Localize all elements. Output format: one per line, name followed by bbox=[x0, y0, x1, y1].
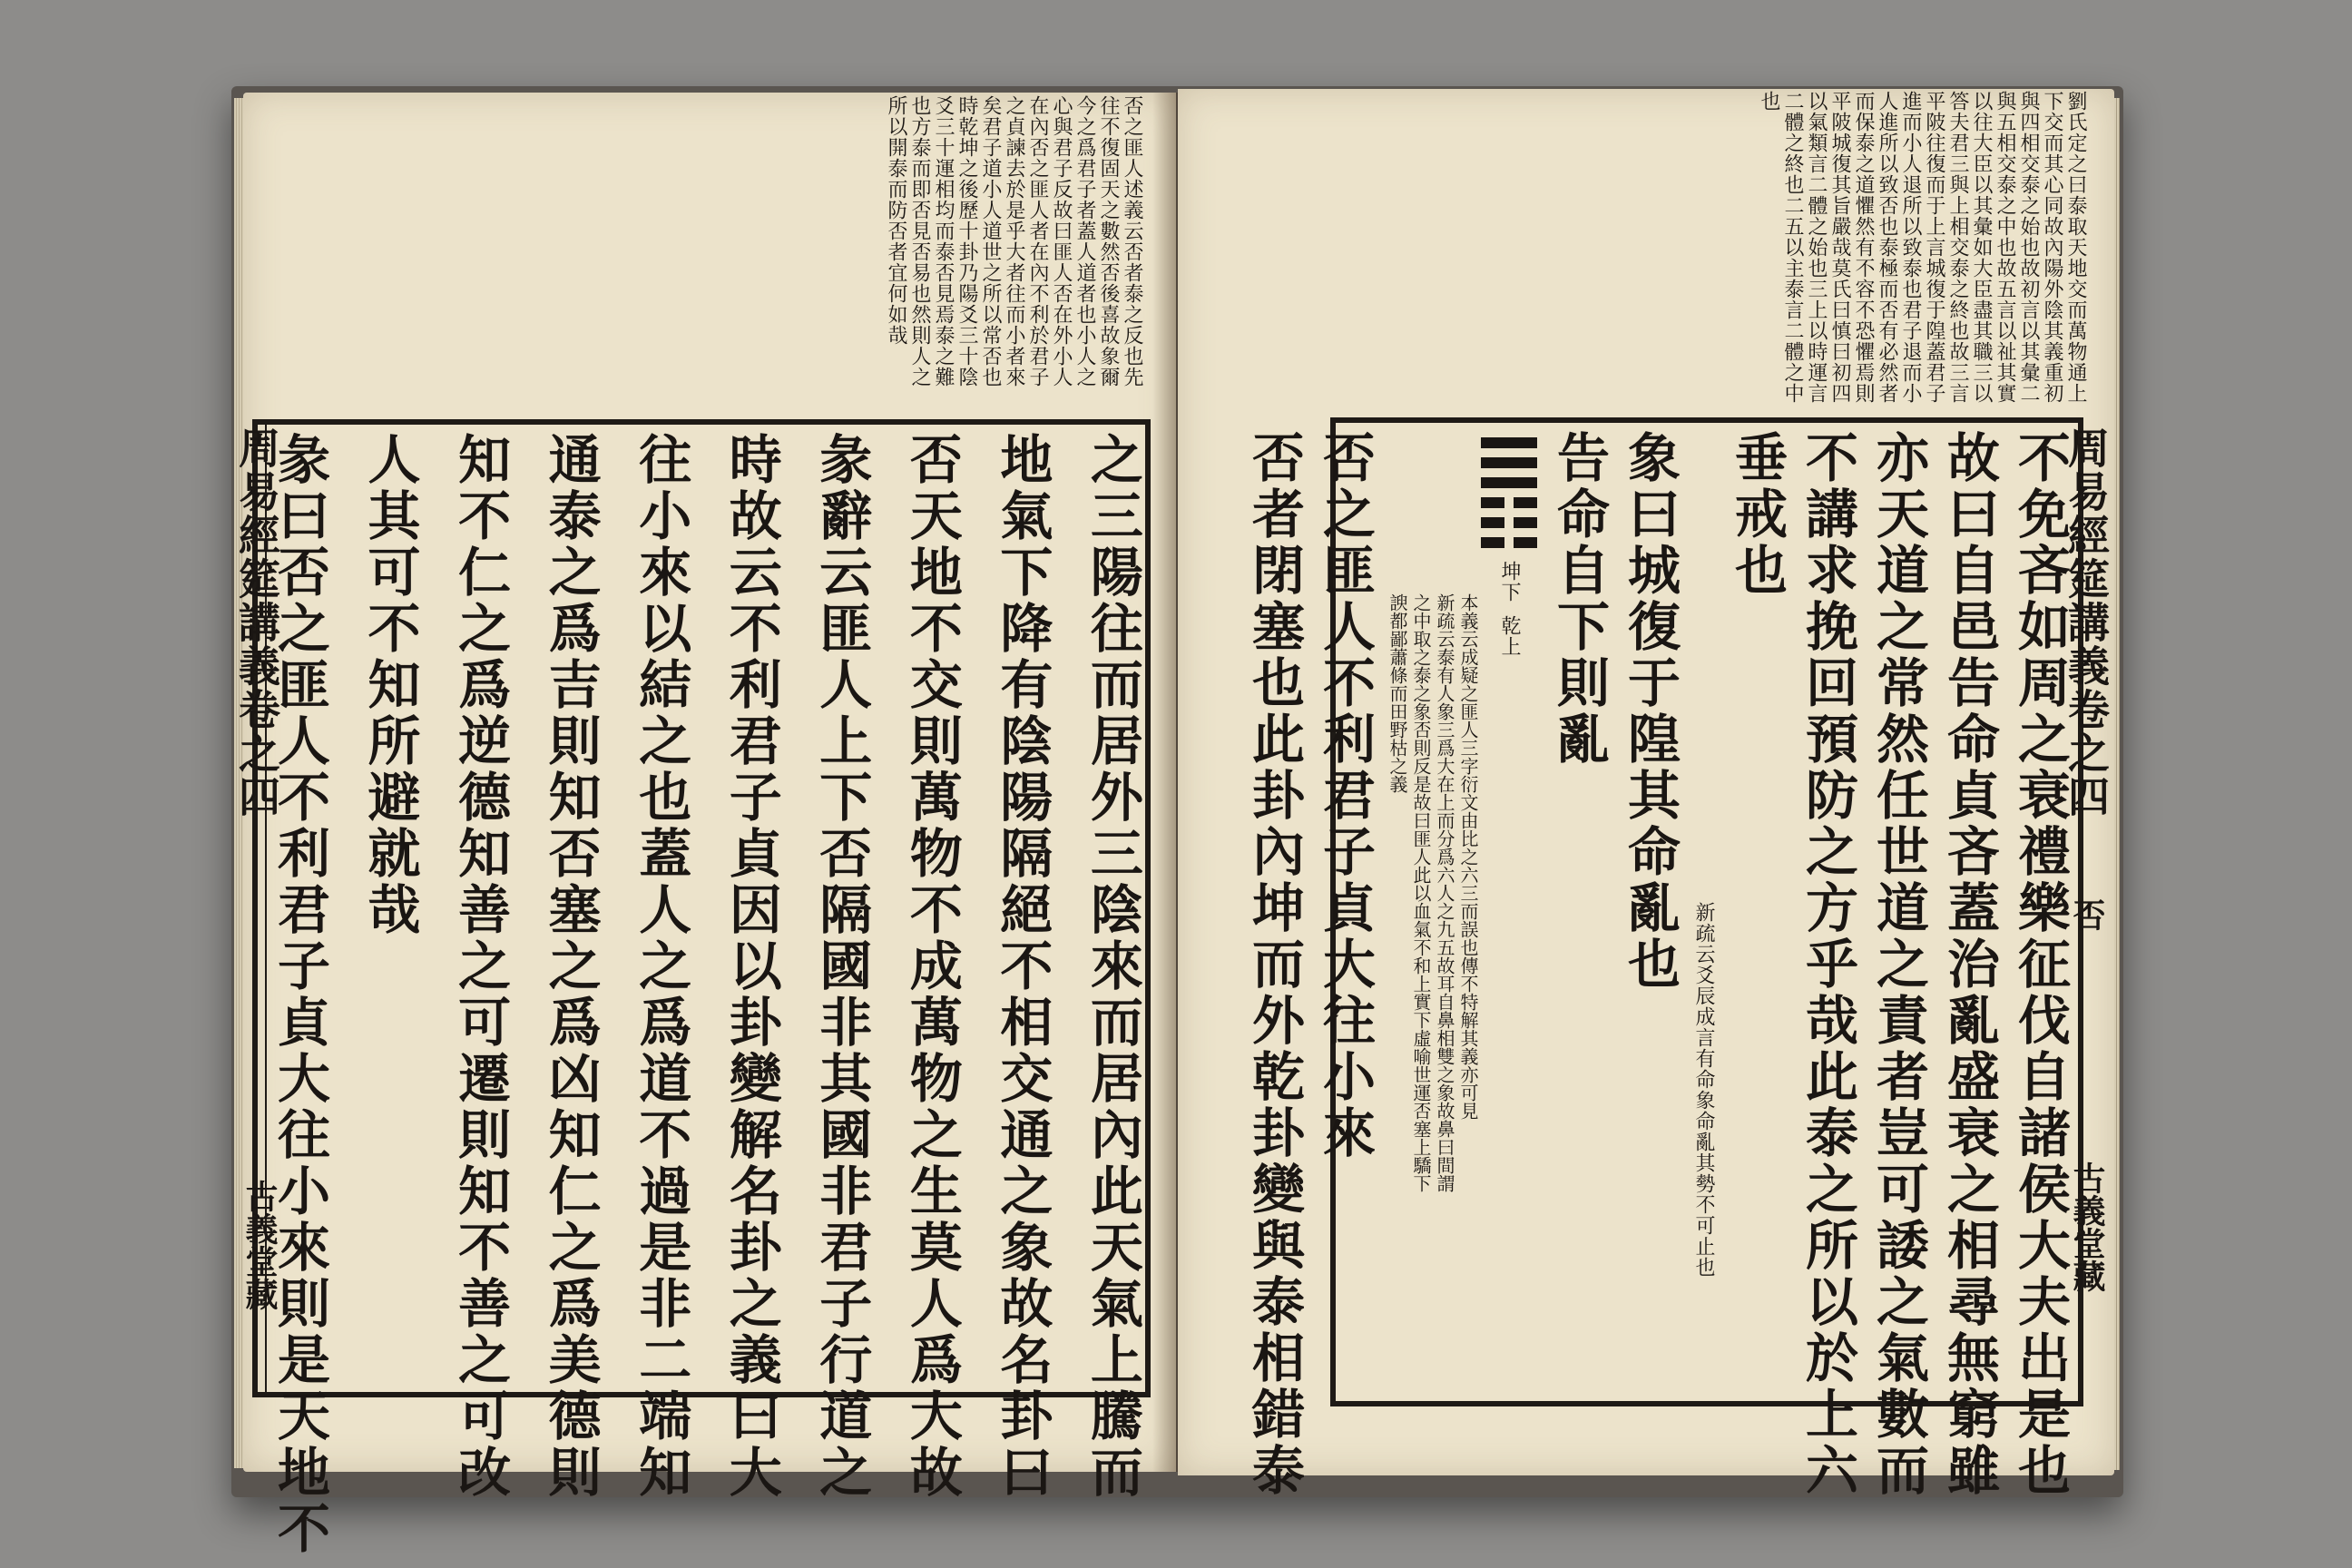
right-column-5: 垂戒也 bbox=[1726, 430, 1788, 599]
left-column-4: 彖辭云匪人上下否隔國非其國非君子行道之 bbox=[810, 432, 873, 1501]
right-column-7: 告命自下則亂 bbox=[1548, 430, 1610, 768]
left-column-7: 通泰之爲吉則知否塞之爲凶知仁之爲美德則 bbox=[539, 432, 602, 1501]
left-column-3: 否天地不交則萬物不成萬物之生莫人爲大故 bbox=[900, 432, 963, 1501]
hexagram-note-1: 本義云成疑之匪人三字衍文由比之六三而誤也傳不特解其義亦可見 bbox=[1457, 593, 1479, 1120]
hexagram-note-3: 之中取之泰之象否則反是故曰匪人此以血氣不和上實下虛喻世運否塞上驕下 bbox=[1410, 593, 1432, 1192]
left-column-10: 彖曰否之匪人不利君子貞大往小來則是天地不 bbox=[269, 432, 330, 1557]
left-margin-title: 周易經筵講義卷之四 bbox=[232, 426, 281, 818]
right-xinshu-note: 新疏云爻辰成言有命象命亂其勢不可止也 bbox=[1692, 902, 1715, 1278]
left-upper-note bbox=[272, 95, 1143, 404]
right-upper-note bbox=[1307, 91, 2087, 417]
right-column-9: 否者閉塞也此卦內坤而外乾卦變與泰相錯泰 bbox=[1243, 430, 1305, 1499]
right-column-2: 故曰自邑告命貞吝蓋治亂盛衰之相尋無窮雖 bbox=[1938, 430, 2000, 1499]
left-column-9: 人其可不知所避就哉 bbox=[358, 432, 421, 938]
hexagram-note-2: 新疏云泰有人象三爲大在上而分爲六人之九五故耳自鼻相雙之象故鼻曰間謂 bbox=[1434, 593, 1455, 1192]
hexagram-line-2 bbox=[1481, 517, 1537, 528]
left-margin-foot: 古義堂藏 bbox=[240, 1180, 279, 1310]
right-main-columns bbox=[1243, 430, 2071, 1499]
right-column-4: 不講求挽回預防之方乎哉此泰之所以於上六 bbox=[1797, 430, 1858, 1499]
hexagram-line-3 bbox=[1481, 497, 1537, 508]
right-column-1: 不免吝如周之衰禮樂征伐自諸侯大夫出是也 bbox=[2009, 430, 2071, 1499]
hexagram-notes bbox=[1387, 430, 1537, 1396]
hexagram-label-upper: 乾上 bbox=[1498, 615, 1521, 657]
hexagram-line-6 bbox=[1481, 437, 1537, 448]
left-main-columns bbox=[269, 432, 1143, 1557]
hexagram-pi-figure bbox=[1481, 430, 1537, 548]
hexagram-line-4 bbox=[1481, 477, 1537, 488]
right-column-6: 象曰城復于隍其命亂也 bbox=[1619, 430, 1681, 993]
right-column-8: 否之匪人不利君子貞大往小來 bbox=[1314, 430, 1376, 1161]
hexagram-label-lower: 坤下 bbox=[1498, 561, 1521, 603]
right-margin-page: 否 bbox=[2068, 898, 2106, 931]
hexagram-note-4: 諛都鄙蕭條而田野枯之義 bbox=[1387, 593, 1408, 793]
hexagram-line-1 bbox=[1481, 537, 1537, 548]
left-column-5: 時故云不利君子貞因以卦變解名卦之義曰大 bbox=[720, 432, 782, 1501]
left-column-1: 之三陽往而居外三陰來而居內此天氣上騰而 bbox=[1081, 432, 1143, 1501]
right-upper-note-text: 劉氏定之曰泰取天地交而萬物通上下交而其心同故內陽外陰其義重初與四相交泰之始也故初言以其彙二與五相交泰之中也故五言以祉其實以往大臣以其彙如大臣盡其職三以答夫君三與上相交泰之終也故三言平陂往復而于上言城復于隍蓋君子進而小人退所以致泰也君子退而小人進所以致否也泰極而否有必然者而保泰之道懼然有不容不恐懼焉則平陂城復其旨嚴哉莫氏曰慎曰初四以氣類言二體之始也三上以時運言二體之終也二五以主泰言二體之中也 bbox=[1758, 91, 2087, 404]
left-column-2: 地氣下降有陰陽隔絕不相交通之象故名卦曰 bbox=[991, 432, 1054, 1501]
right-margin-title: 周易經筵講義卷之四 bbox=[2062, 426, 2111, 818]
left-upper-note-text: 否之匪人述義云否者泰之反也先往不復固天之數然否後喜故象爾今之爲君子者蓋人道者也小人之心與君子反故曰匪人否在外小人在內否之匪人者在內不利於君子之貞諫去於是乎大者往而小者來矣君子道小人道世之所以常否也時乾坤之後歷十卦乃陽爻三十陰爻三十運相均而泰否見焉泰之難也方泰而即否見否易也然則人之所以開泰而防否者宜何如哉 bbox=[885, 95, 1143, 387]
right-margin-foot: 古義堂藏 bbox=[2068, 1161, 2106, 1292]
hexagram-line-5 bbox=[1481, 457, 1537, 468]
right-column-3: 亦天道之常然任世道之責者豈可諉之氣數而 bbox=[1867, 430, 1929, 1499]
left-column-8: 知不仁之爲逆德知善之可遷則知不善之可改 bbox=[449, 432, 512, 1501]
left-column-6: 往小來以結之也蓋人之爲道不過是非二端知 bbox=[630, 432, 692, 1501]
